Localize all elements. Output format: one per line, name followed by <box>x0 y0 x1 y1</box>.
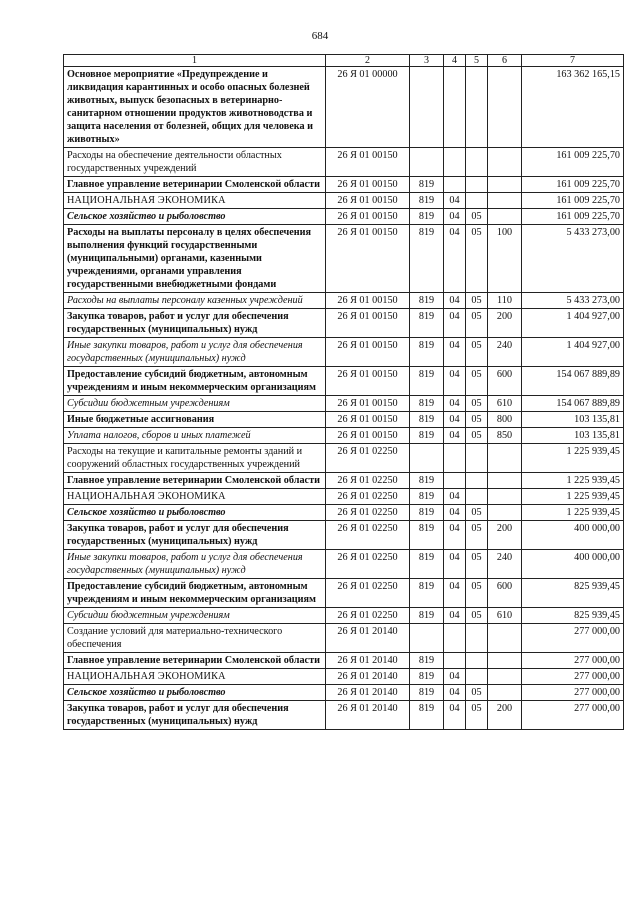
amount: 103 135,81 <box>522 428 624 444</box>
subsection-code: 05 <box>466 338 488 367</box>
row-name: Иные закупки товаров, работ и услуг для обеспечения государственных (муниципальных) нужд <box>64 550 326 579</box>
amount: 1 225 939,45 <box>522 473 624 489</box>
amount: 277 000,00 <box>522 624 624 653</box>
grbs-code: 819 <box>410 489 444 505</box>
header-cell: 3 <box>410 55 444 67</box>
row-name: Сельское хозяйство и рыболовство <box>64 209 326 225</box>
grbs-code: 819 <box>410 412 444 428</box>
subsection-code: 05 <box>466 685 488 701</box>
section-code <box>444 177 466 193</box>
grbs-code: 819 <box>410 685 444 701</box>
subsection-code: 05 <box>466 428 488 444</box>
target-code: 26 Я 01 00150 <box>326 309 410 338</box>
grbs-code: 819 <box>410 428 444 444</box>
amount: 1 404 927,00 <box>522 309 624 338</box>
row-name: Закупка товаров, работ и услуг для обеспечения государственных (муниципальных) нужд <box>64 309 326 338</box>
subsection-code: 05 <box>466 521 488 550</box>
amount: 1 225 939,45 <box>522 489 624 505</box>
grbs-code <box>410 624 444 653</box>
subsection-code <box>466 473 488 489</box>
header-cell: 7 <box>522 55 624 67</box>
target-code: 26 Я 01 20140 <box>326 685 410 701</box>
table-row <box>64 309 624 338</box>
target-code: 26 Я 01 00150 <box>326 367 410 396</box>
section-code <box>444 148 466 177</box>
amount: 103 135,81 <box>522 412 624 428</box>
amount: 277 000,00 <box>522 653 624 669</box>
table-row <box>64 193 624 209</box>
amount: 163 362 165,15 <box>522 67 624 148</box>
target-code: 26 Я 01 02250 <box>326 550 410 579</box>
row-name: Уплата налогов, сборов и иных платежей <box>64 428 326 444</box>
target-code: 26 Я 01 00150 <box>326 412 410 428</box>
section-code: 04 <box>444 412 466 428</box>
grbs-code: 819 <box>410 396 444 412</box>
header-row <box>64 55 624 67</box>
grbs-code: 819 <box>410 473 444 489</box>
expense-type-code: 600 <box>488 367 522 396</box>
expense-type-code: 200 <box>488 521 522 550</box>
row-name: Сельское хозяйство и рыболовство <box>64 685 326 701</box>
amount: 154 067 889,89 <box>522 367 624 396</box>
row-name: Расходы на обеспечение деятельности областных государственных учреждений <box>64 148 326 177</box>
subsection-code: 05 <box>466 505 488 521</box>
row-name: НАЦИОНАЛЬНАЯ ЭКОНОМИКА <box>64 193 326 209</box>
row-name: Иные бюджетные ассигнования <box>64 412 326 428</box>
header-cell: 2 <box>326 55 410 67</box>
subsection-code <box>466 624 488 653</box>
target-code: 26 Я 01 02250 <box>326 444 410 473</box>
grbs-code: 819 <box>410 209 444 225</box>
subsection-code <box>466 444 488 473</box>
section-code: 04 <box>444 396 466 412</box>
section-code: 04 <box>444 428 466 444</box>
section-code: 04 <box>444 608 466 624</box>
table-row <box>64 489 624 505</box>
amount: 400 000,00 <box>522 521 624 550</box>
section-code: 04 <box>444 701 466 730</box>
expense-type-code: 600 <box>488 579 522 608</box>
subsection-code: 05 <box>466 412 488 428</box>
expense-type-code <box>488 444 522 473</box>
target-code: 26 Я 01 02250 <box>326 489 410 505</box>
row-name: Создание условий для материально-технического обеспечения <box>64 624 326 653</box>
subsection-code <box>466 67 488 148</box>
subsection-code: 05 <box>466 579 488 608</box>
row-name: Главное управление ветеринарии Смоленской области <box>64 473 326 489</box>
row-name: Главное управление ветеринарии Смоленской области <box>64 653 326 669</box>
target-code: 26 Я 01 00000 <box>326 67 410 148</box>
expense-type-code <box>488 148 522 177</box>
section-code: 04 <box>444 685 466 701</box>
row-name: Субсидии бюджетным учреждениям <box>64 608 326 624</box>
subsection-code: 05 <box>466 309 488 338</box>
amount: 5 433 273,00 <box>522 293 624 309</box>
row-name: Закупка товаров, работ и услуг для обеспечения государственных (муниципальных) нужд <box>64 701 326 730</box>
expense-type-code: 610 <box>488 396 522 412</box>
expense-type-code: 800 <box>488 412 522 428</box>
section-code <box>444 653 466 669</box>
subsection-code <box>466 653 488 669</box>
expense-type-code: 240 <box>488 550 522 579</box>
section-code <box>444 473 466 489</box>
grbs-code <box>410 444 444 473</box>
table-row <box>64 608 624 624</box>
grbs-code: 819 <box>410 293 444 309</box>
section-code: 04 <box>444 505 466 521</box>
grbs-code: 819 <box>410 669 444 685</box>
grbs-code: 819 <box>410 338 444 367</box>
row-name: Расходы на выплаты персоналу в целях обеспечения выполнения функций государственными (муниципальными) органами, казенными учреждениями, органами управления государственными внебюджетными фондами <box>64 225 326 293</box>
target-code: 26 Я 01 02250 <box>326 608 410 624</box>
amount: 154 067 889,89 <box>522 396 624 412</box>
amount: 277 000,00 <box>522 685 624 701</box>
target-code: 26 Я 01 00150 <box>326 428 410 444</box>
section-code: 04 <box>444 521 466 550</box>
grbs-code: 819 <box>410 309 444 338</box>
section-code: 04 <box>444 550 466 579</box>
table-row <box>64 412 624 428</box>
row-name: Закупка товаров, работ и услуг для обеспечения государственных (муниципальных) нужд <box>64 521 326 550</box>
expense-type-code: 200 <box>488 701 522 730</box>
grbs-code <box>410 148 444 177</box>
grbs-code: 819 <box>410 367 444 396</box>
target-code: 26 Я 01 02250 <box>326 579 410 608</box>
expense-type-code: 110 <box>488 293 522 309</box>
table-row <box>64 209 624 225</box>
expense-type-code <box>488 209 522 225</box>
row-name: Предоставление субсидий бюджетным, автономным учреждениям и иным некоммерческим организациям <box>64 579 326 608</box>
section-code: 04 <box>444 293 466 309</box>
subsection-code: 05 <box>466 367 488 396</box>
target-code: 26 Я 01 02250 <box>326 473 410 489</box>
subsection-code: 05 <box>466 225 488 293</box>
row-name: Расходы на текущие и капитальные ремонты зданий и сооружений областных государственных учреждений <box>64 444 326 473</box>
budget-table <box>63 54 624 730</box>
section-code: 04 <box>444 338 466 367</box>
section-code: 04 <box>444 669 466 685</box>
amount: 1 225 939,45 <box>522 444 624 473</box>
row-name: Субсидии бюджетным учреждениям <box>64 396 326 412</box>
subsection-code <box>466 193 488 209</box>
target-code: 26 Я 01 20140 <box>326 701 410 730</box>
expense-type-code: 850 <box>488 428 522 444</box>
expense-type-code: 240 <box>488 338 522 367</box>
section-code: 04 <box>444 579 466 608</box>
expense-type-code: 610 <box>488 608 522 624</box>
subsection-code <box>466 177 488 193</box>
section-code <box>444 67 466 148</box>
target-code: 26 Я 01 00150 <box>326 396 410 412</box>
row-name: Предоставление субсидий бюджетным, автономным учреждениям и иным некоммерческим организациям <box>64 367 326 396</box>
row-name: Иные закупки товаров, работ и услуг для обеспечения государственных (муниципальных) нужд <box>64 338 326 367</box>
header-cell: 1 <box>64 55 326 67</box>
subsection-code: 05 <box>466 608 488 624</box>
table-row <box>64 624 624 653</box>
amount: 825 939,45 <box>522 579 624 608</box>
expense-type-code <box>488 67 522 148</box>
expense-type-code <box>488 177 522 193</box>
target-code: 26 Я 01 00150 <box>326 193 410 209</box>
grbs-code: 819 <box>410 653 444 669</box>
section-code: 04 <box>444 309 466 338</box>
section-code: 04 <box>444 209 466 225</box>
table-row <box>64 444 624 473</box>
table-row <box>64 653 624 669</box>
expense-type-code <box>488 653 522 669</box>
subsection-code: 05 <box>466 550 488 579</box>
amount: 5 433 273,00 <box>522 225 624 293</box>
target-code: 26 Я 01 02250 <box>326 505 410 521</box>
subsection-code <box>466 489 488 505</box>
table-row <box>64 225 624 293</box>
target-code: 26 Я 01 00150 <box>326 148 410 177</box>
expense-type-code: 100 <box>488 225 522 293</box>
table-row <box>64 293 624 309</box>
subsection-code <box>466 669 488 685</box>
table-row <box>64 685 624 701</box>
table-row <box>64 669 624 685</box>
target-code: 26 Я 01 20140 <box>326 624 410 653</box>
amount: 1 404 927,00 <box>522 338 624 367</box>
grbs-code: 819 <box>410 521 444 550</box>
amount: 400 000,00 <box>522 550 624 579</box>
table-row <box>64 367 624 396</box>
expense-type-code <box>488 685 522 701</box>
amount: 277 000,00 <box>522 669 624 685</box>
grbs-code: 819 <box>410 579 444 608</box>
header-cell: 5 <box>466 55 488 67</box>
subsection-code: 05 <box>466 209 488 225</box>
table-row <box>64 428 624 444</box>
row-name: НАЦИОНАЛЬНАЯ ЭКОНОМИКА <box>64 669 326 685</box>
section-code: 04 <box>444 225 466 293</box>
target-code: 26 Я 01 00150 <box>326 338 410 367</box>
section-code <box>444 624 466 653</box>
row-name: Расходы на выплаты персоналу казенных учреждений <box>64 293 326 309</box>
table-row <box>64 521 624 550</box>
table-row <box>64 550 624 579</box>
grbs-code <box>410 67 444 148</box>
row-name: НАЦИОНАЛЬНАЯ ЭКОНОМИКА <box>64 489 326 505</box>
expense-type-code <box>488 505 522 521</box>
header-cell: 6 <box>488 55 522 67</box>
amount: 161 009 225,70 <box>522 193 624 209</box>
page-number: 684 <box>311 30 329 42</box>
amount: 161 009 225,70 <box>522 209 624 225</box>
target-code: 26 Я 01 20140 <box>326 669 410 685</box>
row-name: Сельское хозяйство и рыболовство <box>64 505 326 521</box>
header-cell: 4 <box>444 55 466 67</box>
table-row <box>64 338 624 367</box>
table-row <box>64 67 624 148</box>
amount: 277 000,00 <box>522 701 624 730</box>
target-code: 26 Я 01 00150 <box>326 177 410 193</box>
subsection-code <box>466 148 488 177</box>
section-code: 04 <box>444 489 466 505</box>
expense-type-code <box>488 624 522 653</box>
grbs-code: 819 <box>410 701 444 730</box>
table-row <box>64 701 624 730</box>
table-row <box>64 396 624 412</box>
grbs-code: 819 <box>410 550 444 579</box>
target-code: 26 Я 01 02250 <box>326 521 410 550</box>
section-code: 04 <box>444 193 466 209</box>
expense-type-code <box>488 669 522 685</box>
amount: 161 009 225,70 <box>522 177 624 193</box>
target-code: 26 Я 01 00150 <box>326 293 410 309</box>
table-row <box>64 148 624 177</box>
target-code: 26 Я 01 00150 <box>326 225 410 293</box>
table-row <box>64 579 624 608</box>
expense-type-code <box>488 489 522 505</box>
table-row <box>64 177 624 193</box>
grbs-code: 819 <box>410 193 444 209</box>
grbs-code: 819 <box>410 225 444 293</box>
table-row <box>64 505 624 521</box>
expense-type-code <box>488 193 522 209</box>
expense-type-code <box>488 473 522 489</box>
row-name: Главное управление ветеринарии Смоленской области <box>64 177 326 193</box>
subsection-code: 05 <box>466 293 488 309</box>
section-code: 04 <box>444 367 466 396</box>
amount: 161 009 225,70 <box>522 148 624 177</box>
subsection-code: 05 <box>466 701 488 730</box>
target-code: 26 Я 01 00150 <box>326 209 410 225</box>
amount: 825 939,45 <box>522 608 624 624</box>
amount: 1 225 939,45 <box>522 505 624 521</box>
grbs-code: 819 <box>410 505 444 521</box>
section-code <box>444 444 466 473</box>
table-row <box>64 473 624 489</box>
target-code: 26 Я 01 20140 <box>326 653 410 669</box>
grbs-code: 819 <box>410 177 444 193</box>
subsection-code: 05 <box>466 396 488 412</box>
grbs-code: 819 <box>410 608 444 624</box>
row-name: Основное мероприятие «Предупреждение и ликвидация карантинных и особо опасных болезней животных, выпуск безопасных в ветеринарно-санитарном отношении продуктов животноводства и защита населения от болезней, общих для человека и животных» <box>64 67 326 148</box>
expense-type-code: 200 <box>488 309 522 338</box>
